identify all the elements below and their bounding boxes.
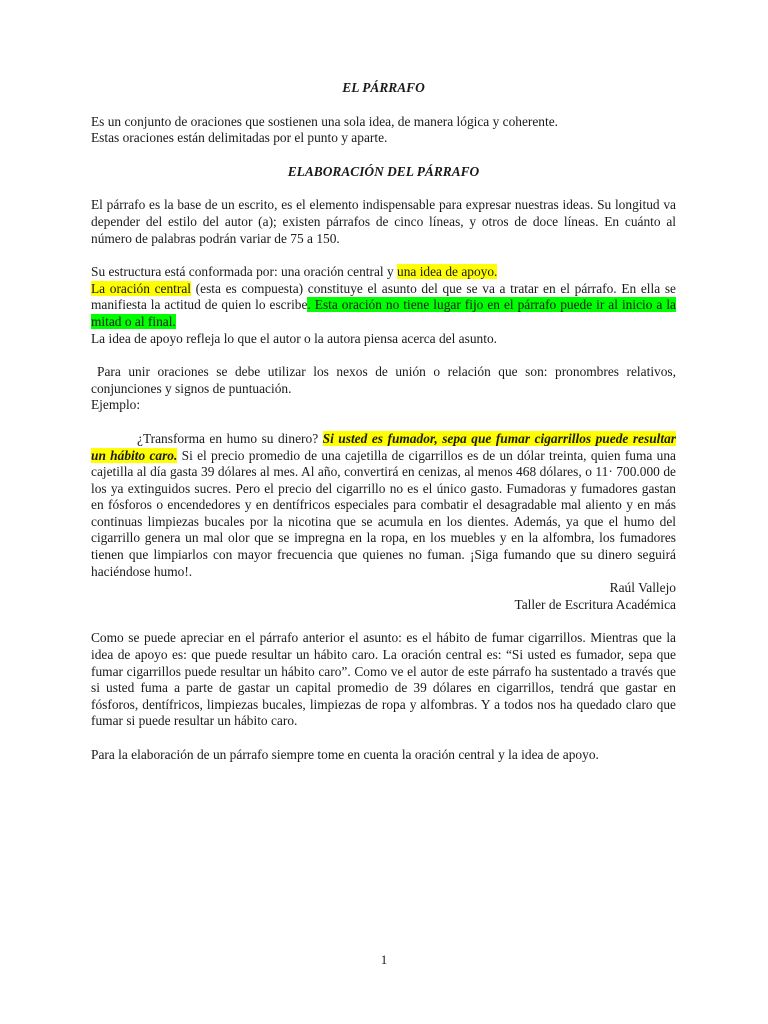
closing-paragraph: Para la elaboración de un párrafo siempre tome en cuenta la oración central y la idea de apoyo.: [91, 747, 599, 762]
analysis-paragraph: Como se puede apreciar en el párrafo anterior el asunto: es el hábito de fumar cigarrillos. Mientras que la idea de apoyo es: que puede resultar un hábito caro. La oración central es: “Si usted es fumador, sepa que fumar cigarrillos puede resultar un hábito caro”. Como ve el autor de este párrafo ha sustentado a través que si usted fuma a parte de gastar un capital promedio de 39 dólares en cigarrillos, tendrá que gastar en fósforos, dentífricos, limpiezas bucales, limpiezas de ropa y alfombras. Y a todos nos ha quedado claro que fumar si puede resultar un hábito caro.: [91, 630, 676, 729]
source-title: Taller de Escritura Académica: [514, 596, 676, 612]
section-title: ELABORACIÓN DEL PÁRRAFO: [287, 163, 480, 179]
paragraph-base: El párrafo es la base de un escrito, es el elemento indispensable para expresar nuestras ideas. Su longitud va depender del estilo del autor (a); existen párrafos de cinco líneas, y otros de doce líneas. En cuánto al número de palabras podrán variar de 75 a 150.: [91, 197, 676, 246]
example-central-sentence: Si usted es fumador, sepa que fumar cigarrillos puede resultar un hábito caro.: [91, 430, 677, 463]
structure-text-1: Su estructura está conformada por: una oración central y: [91, 264, 398, 280]
intro-line-1: Es un conjunto de oraciones que sostienen una sola idea, de manera lógica y coherente.: [91, 113, 559, 129]
highlight-central-sentence: La oración central: [91, 280, 192, 296]
highlight-position-note: . Esta oración no tiene lugar fijo en el párrafo puede ir al inicio a la mitad o al final.: [91, 297, 676, 329]
intro-line-2: Estas oraciones están delimitadas por el punto y aparte.: [91, 130, 388, 146]
example-paragraph: [91, 431, 676, 580]
structure-text-2: (esta es compuesta) constituye el asunto del que se va a tratar en el párrafo. En ella se manifiesta la actitud de quien lo escribe: [91, 280, 676, 313]
page-number: 1: [380, 952, 388, 967]
structure-paragraph: [91, 264, 676, 347]
document-page: [91, 80, 676, 764]
example-question: ¿Transforma en humo su dinero?: [137, 430, 323, 446]
author-name: Raúl Vallejo: [609, 580, 676, 596]
page-title: EL PÁRRAFO: [342, 80, 425, 95]
highlight-supporting-idea: una idea de apoyo.: [397, 264, 498, 280]
example-label: Ejemplo:: [91, 397, 141, 413]
structure-text-3: La idea de apoyo refleja lo que el autor o la autora piensa acerca del asunto.: [91, 330, 497, 346]
example-body: Si el precio promedio de una cajetilla de cigarrillos es de un dólar treinta, quien fuma una cajetilla al día gasta 39 dólares al mes. Al año, convertirá en cenizas, al menos 468 dólares, o 11· 700.000 de los ya extinguidos sucres. Pero el precio del cigarrillo no es el único gasto. Fumadoras y fumadores gastan en fósforos o encendedores y en dentífricos especiales para combatir el desagradable mal aliento y en más continuas limpiezas bucales por la nicotina que se acumula en los dientes. Además, ya que el humo del cigarrillo genera un mal olor que se impregna en la ropa, en los muebles y en la alfombra, los fumadores tienen que limpiarlos con mayor frecuencia que quienes no fuman. ¡Siga fumando que su dinero seguirá haciéndose humo!.: [91, 447, 676, 579]
nexos-paragraph: Para unir oraciones se debe utilizar los nexos de unión o relación que son: pronombres relativos, conjunciones y signos de puntuación.: [91, 364, 676, 396]
